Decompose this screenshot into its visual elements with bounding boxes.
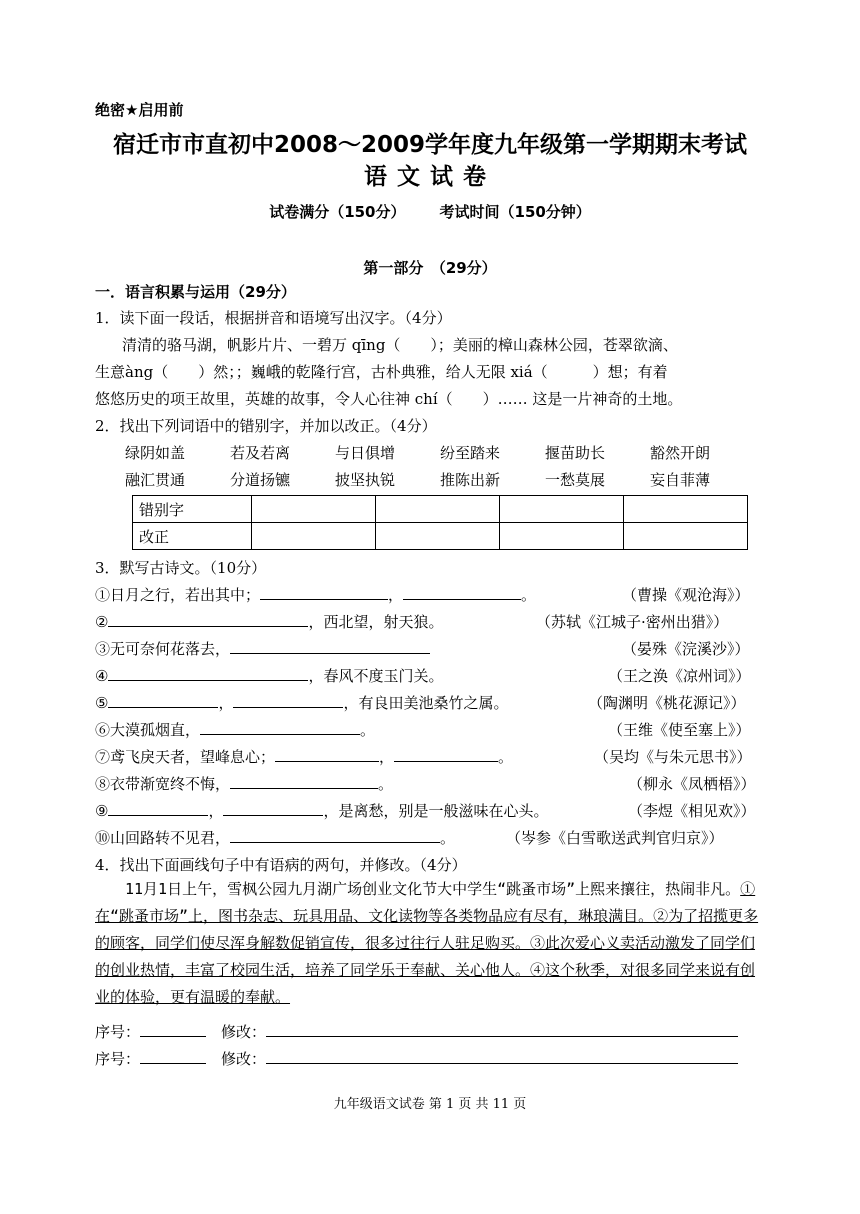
poem-line-2 — [95, 611, 443, 632]
word-item: 纷至踏来 — [440, 444, 501, 462]
poem-source: （晏殊《浣溪沙》） — [622, 640, 750, 658]
page-footer: 九年级语文试卷 第 1 页 共 11 页 — [333, 1097, 527, 1112]
table-label-fix: 改正 — [133, 523, 252, 550]
underlined-sentence-4: ④这个秋季，对很多同学来说有创业的体验，更有温暖的奉献。 — [95, 961, 756, 1006]
answer-row-1 — [95, 1021, 738, 1042]
poem-source: （李煜《相见欢》） — [628, 802, 756, 820]
q1-line2: 生意àng（ ）然；；巍峨的乾隆行宫，古朴典雅，给人无限 xiá（ ）想；有着 — [95, 363, 668, 381]
answer-cell[interactable] — [500, 496, 624, 523]
answer-cell[interactable] — [624, 523, 748, 550]
poem-line-3 — [95, 638, 430, 659]
full-score: 试卷满分（150分） — [269, 203, 406, 221]
q3-title: 3．默写古诗文。（10分） — [95, 559, 267, 577]
word-item: 揠苗助长 — [545, 444, 606, 462]
answer-blank[interactable] — [200, 720, 360, 735]
exam-title: 宿迁市市直初中2008～2009学年度九年级第一学期期末考试 — [112, 132, 748, 158]
answer-blank[interactable] — [403, 585, 521, 600]
answer-cell[interactable] — [500, 523, 624, 550]
poem-text: ③无可奈何花落去， — [95, 640, 231, 658]
word-item: 与日俱增 — [335, 444, 396, 462]
answer-fix-label: 修改： — [221, 1023, 267, 1041]
poem-source: （王之涣《凉州词》） — [608, 667, 751, 685]
answer-blank[interactable] — [108, 693, 218, 708]
answer-cell[interactable] — [376, 496, 500, 523]
exam-time: 考试时间（150分钟） — [439, 203, 591, 221]
answer-blank[interactable] — [260, 585, 388, 600]
underlined-sentence-1: ①在“跳蚤市场”上，图书杂志、玩具用品、文化读物等各类物品应有尽有，琳琅满目。 — [95, 880, 756, 925]
answer-blank[interactable] — [108, 801, 208, 816]
answer-no-label: 序号： — [95, 1050, 141, 1068]
q1-line3: 悠悠历史的项王故里，英雄的故事，令人心往神 chí（ ）…… 这是一片神奇的土地。 — [95, 390, 683, 408]
answer-blank[interactable] — [230, 639, 430, 654]
answer-blank[interactable] — [233, 693, 343, 708]
poem-source: （苏轼《江城子·密州出猎》） — [536, 613, 729, 631]
confidential-mark: 绝密★启用前 — [95, 101, 184, 119]
word-item: 分道扬镳 — [230, 471, 291, 489]
word-item: 推陈出新 — [440, 471, 501, 489]
poem-text: ⑥大漠孤烟直， — [95, 721, 201, 739]
poem-text: ⑦鸢飞戾天者，望峰息心； — [95, 748, 276, 766]
answer-cell[interactable] — [376, 523, 500, 550]
exam-subtitle: 语文试卷 — [364, 164, 496, 190]
poem-text: ⑧衣带渐宽终不悔， — [95, 775, 231, 793]
table-label-wrong: 错别字 — [133, 496, 252, 523]
q4-passage — [95, 876, 765, 1011]
correction-table — [132, 495, 748, 550]
q4-title: 4．找出下面画线句子中有语病的两句，并修改。（4分） — [95, 856, 467, 874]
poem-text: ⑩山回路转不见君， — [95, 829, 231, 847]
q1-line1: 清清的骆马湖，帆影片片、一碧万 qīng（ ）；美丽的樟山森林公园，苍翠欲滴、 — [122, 336, 678, 354]
poem-text: 。 — [378, 775, 394, 793]
poem-text: ， — [208, 802, 224, 820]
word-item: 豁然开朗 — [650, 444, 711, 462]
part1-title: 第一部分 （29分） — [363, 259, 497, 277]
answer-no-blank[interactable] — [140, 1049, 206, 1064]
answer-no-label: 序号： — [95, 1023, 141, 1041]
answer-fix-label: 修改： — [221, 1050, 267, 1068]
poem-text: ，是离愁，别是一般滋味在心头。 — [323, 802, 549, 820]
word-item: 若及若离 — [230, 444, 291, 462]
answer-no-blank[interactable] — [140, 1022, 206, 1037]
exam-meta — [0, 201, 860, 222]
poem-text: ④ — [95, 667, 109, 685]
word-item: 披坚执锐 — [335, 471, 396, 489]
passage-intro: 11月1日上午，雪枫公园九月湖广场创业文化节大中学生“跳蚤市场”上熙来攘往，热闹非凡。 — [95, 880, 741, 898]
word-item: 绿阴如盖 — [125, 444, 186, 462]
poem-line-1 — [95, 584, 536, 605]
poem-text: ，西北望，射天狼。 — [308, 613, 444, 631]
answer-blank[interactable] — [275, 747, 379, 762]
answer-blank[interactable] — [230, 774, 378, 789]
poem-text: ，有良田美池桑竹之属。 — [343, 694, 509, 712]
answer-cell[interactable] — [624, 496, 748, 523]
answer-cell[interactable] — [252, 496, 376, 523]
poem-text: ，春风不度玉门关。 — [308, 667, 444, 685]
answer-cell[interactable] — [252, 523, 376, 550]
underlined-sentence-2: ②为了招揽更多的顾客，同学们使尽浑身解数促销宣传，很多过往行人驻足购买。 — [95, 907, 759, 952]
answer-blank[interactable] — [394, 747, 498, 762]
poem-text: ⑨ — [95, 802, 109, 820]
poem-text: 。 — [360, 721, 376, 739]
poem-text: ①日月之行，若出其中； — [95, 586, 261, 604]
word-item: 妄自菲薄 — [650, 471, 711, 489]
poem-text: 。 — [521, 586, 537, 604]
poem-line-8 — [95, 773, 393, 794]
answer-blank[interactable] — [230, 828, 440, 843]
answer-blank[interactable] — [108, 666, 308, 681]
poem-source: （陶渊明《桃花源记》） — [588, 694, 746, 712]
q1-title: 1．读下面一段话，根据拼音和语境写出汉字。（4分） — [95, 309, 452, 327]
poem-text: 。 — [440, 829, 456, 847]
answer-blank[interactable] — [108, 612, 308, 627]
poem-line-7 — [95, 746, 513, 767]
answer-blank[interactable] — [223, 801, 323, 816]
poem-source: （柳永《凤栖梧》） — [628, 775, 756, 793]
answer-fix-blank[interactable] — [266, 1022, 738, 1037]
poem-source: （王维《使至塞上》） — [608, 721, 751, 739]
word-item: 一愁莫展 — [545, 471, 606, 489]
poem-text: ， — [388, 586, 404, 604]
poem-text: ， — [379, 748, 395, 766]
underlined-sentence-3: ③此次爱心义卖活动激发了同学们的创业热情，丰富了校园生活，培养了同学乐于奉献、关心他人。 — [95, 934, 756, 979]
q2-title: 2．找出下列词语中的错别字，并加以改正。（4分） — [95, 417, 437, 435]
poem-source: （吴均《与朱元思书》） — [594, 748, 752, 766]
poem-source: （曹操《观沧海》） — [622, 586, 750, 604]
poem-line-4 — [95, 665, 443, 686]
poem-text: ， — [218, 694, 234, 712]
poem-text: 。 — [498, 748, 514, 766]
answer-fix-blank[interactable] — [266, 1049, 738, 1064]
poem-line-6 — [95, 719, 375, 740]
poem-text: ② — [95, 613, 109, 631]
section1-title: 一．语言积累与运用（29分） — [95, 283, 296, 301]
word-item: 融汇贯通 — [125, 471, 186, 489]
poem-line-10 — [95, 827, 455, 848]
poem-line-9 — [95, 800, 548, 821]
poem-source: （岑参《白雪歌送武判官归京》） — [506, 829, 724, 847]
answer-row-2 — [95, 1048, 738, 1069]
poem-line-5 — [95, 692, 508, 713]
poem-text: ⑤ — [95, 694, 109, 712]
